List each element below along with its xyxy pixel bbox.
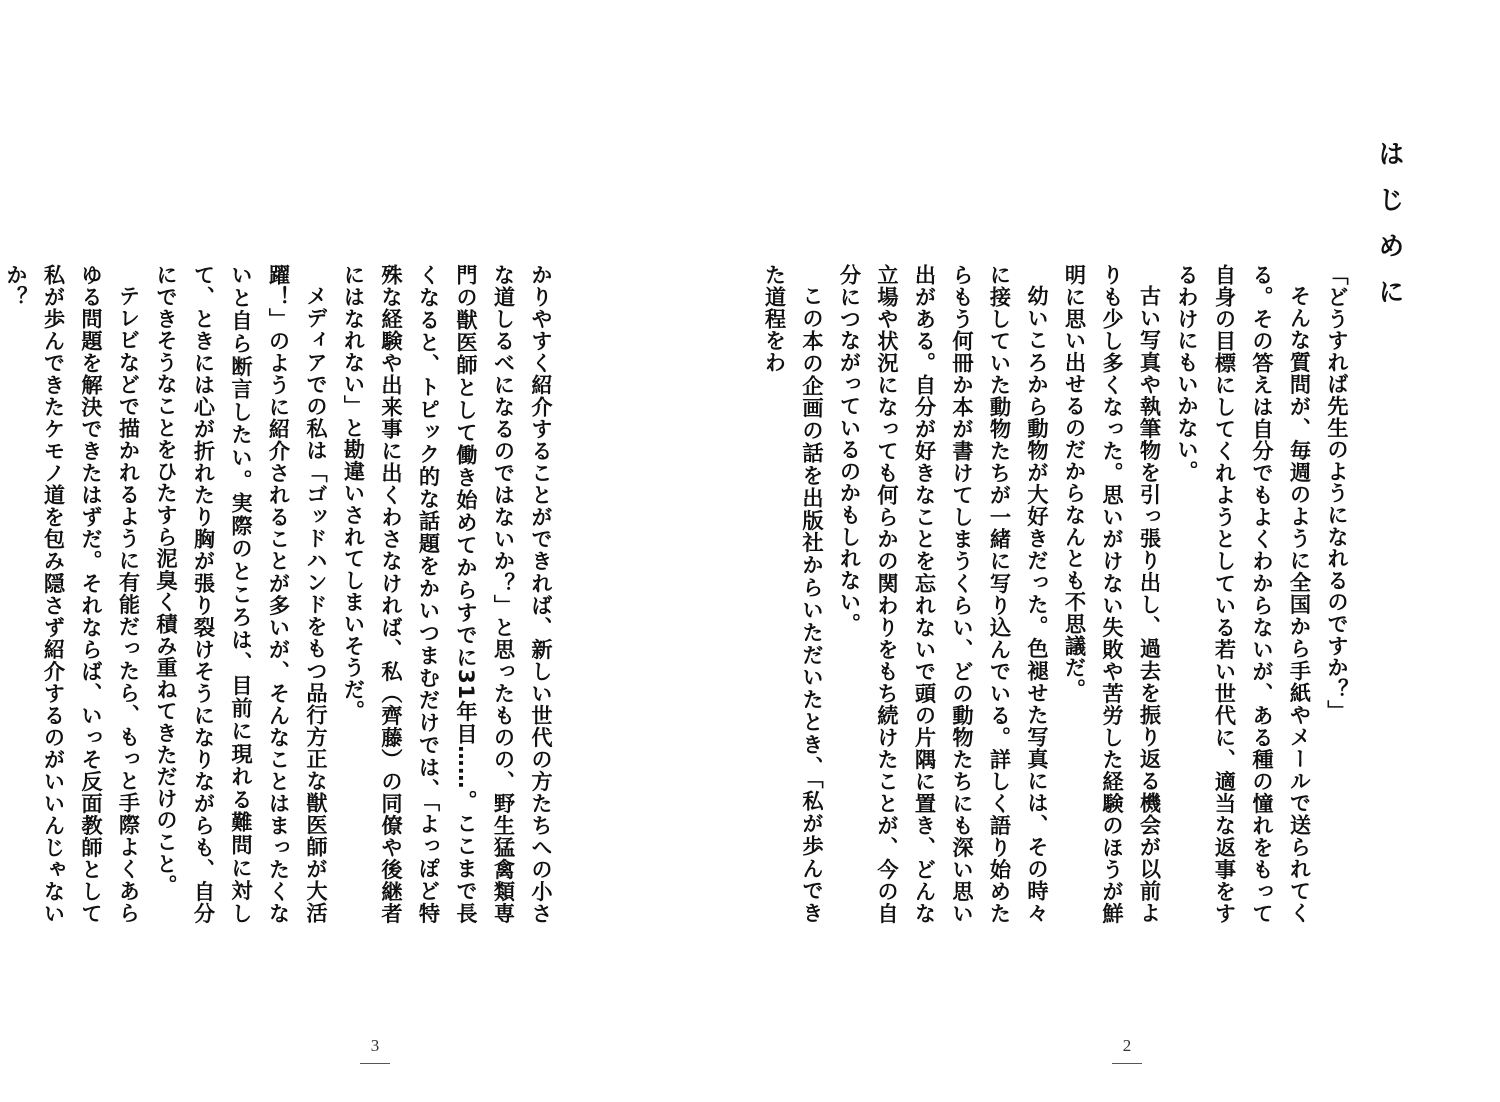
right-page-body	[762, 264, 1356, 924]
page-number-left: 3	[370, 1036, 380, 1055]
paragraph: そんな質問が、毎週のように全国から手紙やメールで送られてくる。その答えは自分でもよくわからないが、ある種の憧れをもって自身の目標にしてくれようとしている若い世代に、適当な返事をするわけにもいかない。	[1175, 264, 1313, 924]
paragraph: かりやすく紹介することができれば、新しい世代の方たちへの小さな道しるべになるのではないか？」と思ったものの、野生猛禽類専門の獣医師として働き始めてからすでに31年目……。ここまで長くなると、トピック的な話題をかいつまむだけでは、「よっぽど特殊な経験や出来事に出くわさなければ、私（齊藤）の同僚や後継者にはなれない」と勘違いされてしまいそうだ。	[341, 264, 554, 924]
left-page-body	[4, 264, 560, 924]
paragraph: 「どうすれば先生のようになれるのですか？」	[1325, 264, 1350, 722]
paragraph: テレビなどで描かれるように有能だったら、もっと手際よくあらゆる問題を解決できたはずだ。それならば、いっそ反面教師として私が歩んできたケモノ道を包み隠さず紹介するのがいいんじゃないか？	[4, 264, 142, 924]
paragraph: 幼いころから動物が大好きだった。色褪せた写真には、その時々に接していた動物たちが一緒に写り込んでいる。詳しく語り始めたらもう何冊か本が書けてしまうくらい、どの動物たちにも深い思い出がある。自分が好きなことを忘れないで頭の片隅に置き、どんな立場や状況になっても何らかの関わりをもち続けたことが、今の自分につながっているのかもしれない。	[837, 264, 1050, 924]
page-number-right: 2	[1122, 1036, 1132, 1055]
page-number-rule	[1112, 1063, 1142, 1064]
chapter-title: はじめに	[1374, 140, 1404, 324]
page-number-rule	[360, 1063, 390, 1064]
paragraph: メディアでの私は「ゴッドハンドをもつ品行方正な獣医師が大活躍！」のように紹介されることが多いが、そんなことはまったくないと自ら断言したい。実際のところは、目前に現れる難問に対して、ときには心が折れたり胸が張り裂けそうになりながらも、自分にできそうなことをひたすら泥臭く積み重ねてきただけのこと。	[154, 264, 329, 924]
paragraph: この本の企画の話を出版社からいただいたとき、「私が歩んできた道程をわ	[762, 264, 825, 924]
paragraph: 古い写真や執筆物を引っ張り出し、過去を振り返る機会が以前よりも少し多くなった。思いがけない失敗や苦労した経験のほうが鮮明に思い出せるのだからなんとも不思議だ。	[1062, 264, 1163, 924]
